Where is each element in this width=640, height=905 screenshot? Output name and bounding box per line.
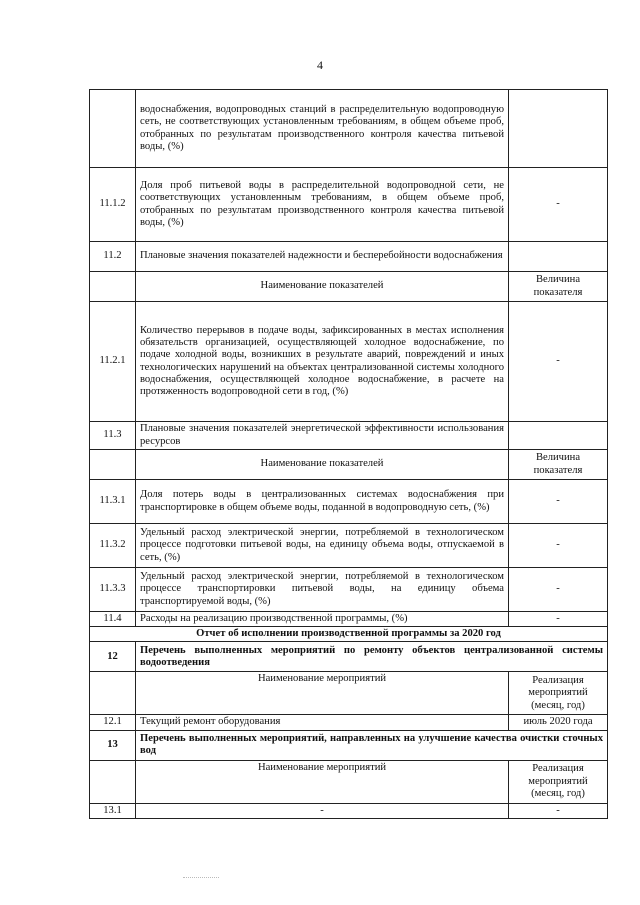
row-value: июль 2020 года [509,715,608,730]
row-number: 11.4 [90,612,136,627]
row-number: 11.2.1 [90,302,136,422]
row-text: Текущий ремонт оборудования [136,715,509,730]
footer-mark [183,877,219,879]
row-text: Количество перерывов в подаче воды, зафиксированных в местах исполнения обязательств организацией, осуществляющей холодное водоснабжение, по подаче холодной воды, возникших в результате аварий, повреждений и иных технологических нарушений на объектах централизованной системы холодного водоснабжения, осуществляющей холодное водоснабжение, в расчете на протяженность водопроводной сети в год, (%) [136,302,509,422]
column-header-name: Наименование показателей [136,450,509,480]
row-value [509,242,608,272]
row-number [90,90,136,168]
row-value: - [509,803,608,818]
column-header-name: Наименование мероприятий [136,672,509,715]
row-number [90,672,136,715]
row-text: Удельный расход электрической энергии, потребляемой в технологическом процессе транспортировки питьевой воды, на единицу объема транспортируемой воды, (%) [136,568,509,612]
row-number: 11.1.2 [90,168,136,242]
report-title: Отчет об исполнении производственной программы за 2020 год [90,627,608,642]
table-row [90,242,608,272]
table-row [90,568,608,612]
row-number [90,272,136,302]
row-number: 12.1 [90,715,136,730]
row-value [509,90,608,168]
header-row [90,450,608,480]
row-number: 11.3.2 [90,524,136,568]
column-header-value: Реализация мероприятий (месяц, год) [509,760,608,803]
table-row [90,803,608,818]
header-row [90,760,608,803]
section-number: 12 [90,642,136,672]
column-header-value: Величина показателя [509,272,608,302]
table-row [90,168,608,242]
row-number [90,760,136,803]
table-row [90,715,608,730]
row-value: - [509,168,608,242]
row-value: - [509,568,608,612]
table-row [90,422,608,450]
row-number: 11.3.3 [90,568,136,612]
row-text: Плановые значения показателей энергетической эффективности использования ресурсов [136,422,509,450]
row-number: 11.2 [90,242,136,272]
table-row [90,612,608,627]
section-row [90,642,608,672]
section-row [90,730,608,760]
header-row [90,272,608,302]
page-number: 4 [317,58,323,72]
section-title: Перечень выполненных мероприятий по ремонту объектов централизованной системы водоотведения [136,642,608,672]
row-number: 13.1 [90,803,136,818]
indicators-table [89,89,608,819]
row-text: Доля потерь воды в централизованных системах водоснабжения при транспортировке в общем объеме воды, поданной в водопроводную сеть, (%) [136,480,509,524]
table-row [90,90,608,168]
column-header-value: Реализация мероприятий (месяц, год) [509,672,608,715]
row-value: - [509,302,608,422]
row-value [509,422,608,450]
row-text: Доля проб питьевой воды в распределительной водопроводной сети, не соответствующих установленным требованиям, в общем объеме проб, отобранных по результатам производственного контроля качества питьевой воды, (%) [136,168,509,242]
column-header-value: Величина показателя [509,450,608,480]
row-number: 11.3.1 [90,480,136,524]
row-text: - [136,803,509,818]
column-header-name: Наименование мероприятий [136,760,509,803]
row-number [90,450,136,480]
header-row [90,672,608,715]
column-header-name: Наименование показателей [136,272,509,302]
section-number: 13 [90,730,136,760]
section-title: Перечень выполненных мероприятий, направленных на улучшение качества очистки сточных вод [136,730,608,760]
row-number: 11.3 [90,422,136,450]
report-title-row [90,627,608,642]
table-row [90,480,608,524]
row-text: Расходы на реализацию производственной программы, (%) [136,612,509,627]
row-text: водоснабжения, водопроводных станций в распределительную водопроводную сеть, не соответствующих установленным требованиям, в общем объеме проб, отобранных по результатам производственного контроля качества питьевой воды, (%) [136,90,509,168]
row-text: Удельный расход электрической энергии, потребляемой в технологическом процессе подготовки питьевой воды, на единицу объема воды, отпускаемой в сеть, (%) [136,524,509,568]
table-row [90,524,608,568]
row-value: - [509,480,608,524]
row-value: - [509,524,608,568]
row-text: Плановые значения показателей надежности и бесперебойности водоснабжения [136,242,509,272]
table-row [90,302,608,422]
row-value: - [509,612,608,627]
